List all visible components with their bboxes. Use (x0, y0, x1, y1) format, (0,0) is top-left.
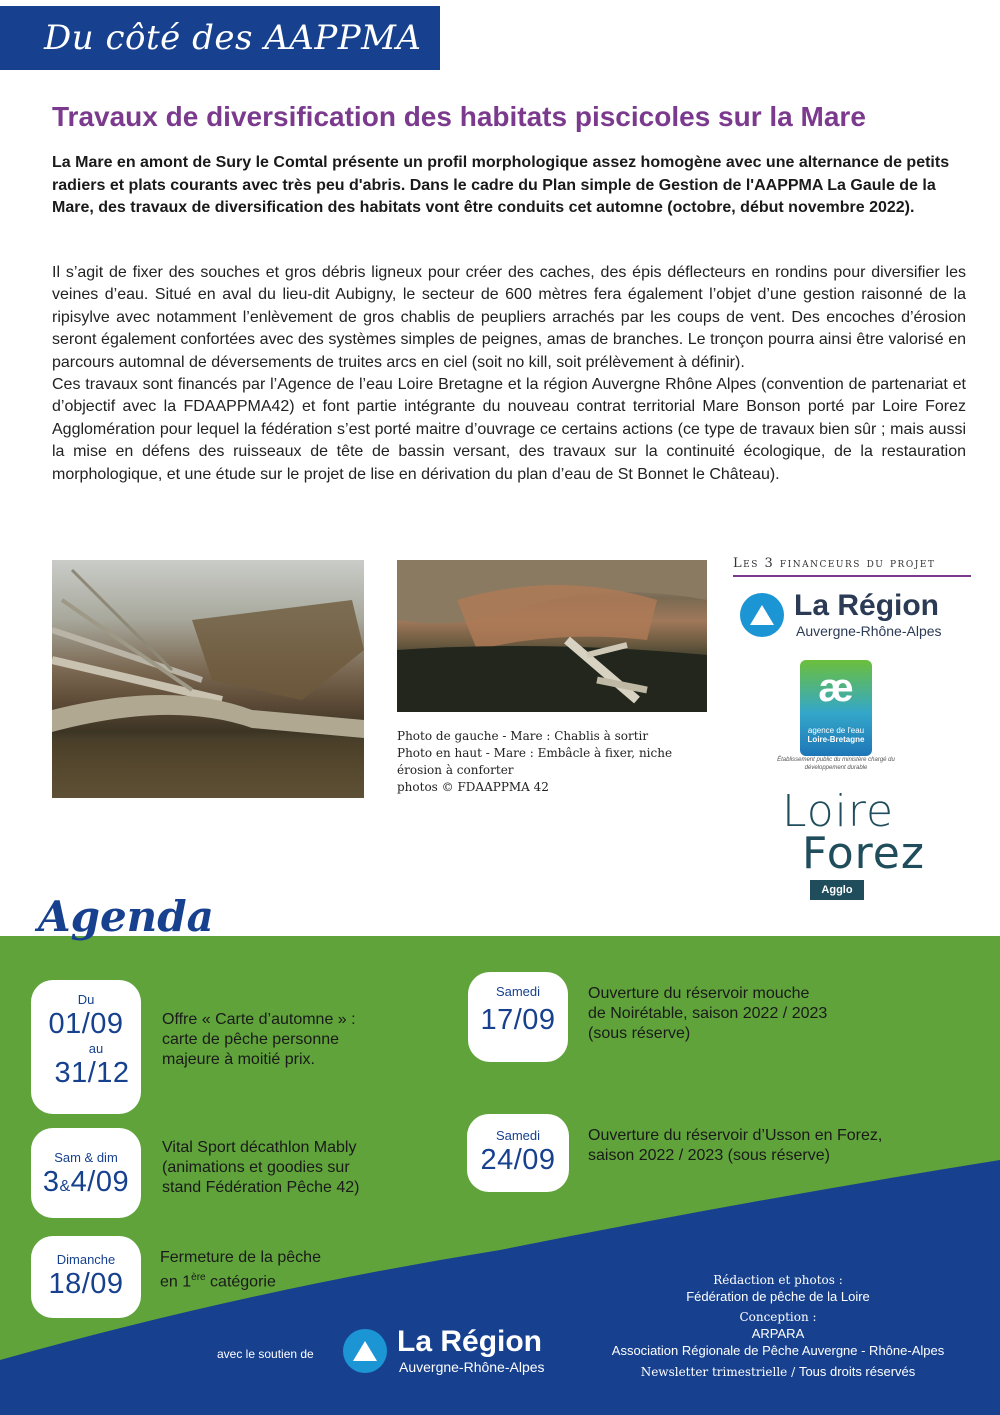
caption-line-1: Photo de gauche - Mare : Chablis à sortir (397, 729, 649, 743)
event-line: Offre « Carte d’automne » : (162, 1011, 356, 1028)
photo-fallen-trees (52, 560, 364, 798)
date-prefix: Samedi (495, 984, 541, 999)
event-line-pre: en 1 (160, 1273, 192, 1291)
event-line: Vital Sport décathlon Mably (162, 1139, 357, 1156)
date-card-fermeture (31, 1236, 141, 1318)
region-logo-footer (343, 1326, 545, 1376)
event-line: (sous réserve) (588, 1025, 691, 1042)
conception-label: Conception : (739, 1310, 817, 1324)
agence-eau-logo (800, 660, 872, 760)
date-value: 24/09 (480, 1144, 556, 1176)
agence-line-2: Loire-Bretagne (807, 735, 865, 744)
date-prefix: Sam & dim (54, 1150, 118, 1165)
redaction-label: Rédaction et photos : (713, 1273, 843, 1287)
region-logo-sub: Auvergne-Rhône-Alpes (796, 623, 942, 639)
newsletter-line (598, 1363, 958, 1381)
event-text-fermeture (160, 1248, 400, 1292)
region-logo (740, 590, 942, 640)
date-card-usson (467, 1114, 569, 1192)
date-prefix: Samedi (495, 1128, 541, 1143)
event-line: stand Fédération Pêche 42) (162, 1179, 360, 1196)
date-prefix: Dimanche (56, 1252, 116, 1267)
date-value (31, 1165, 141, 1204)
event-line: Fermeture de la pêche (160, 1249, 321, 1266)
date-prefix: Du (77, 992, 95, 1007)
section-title: Du côté des AAPPMA (44, 18, 422, 58)
date-start: 01/09 (48, 1008, 124, 1040)
funders-title: Les 3 financeurs du projet (733, 556, 971, 577)
conception-value-1: ARPARA (751, 1326, 805, 1341)
caption-line-2: Photo en haut - Mare : Embâcle à fixer, niche érosion à conforter (397, 746, 673, 777)
event-line: saison 2022 / 2023 (sous réserve) (588, 1147, 830, 1164)
rights-label: Tous droits réservés (798, 1364, 916, 1379)
event-line (160, 1268, 400, 1292)
loire-forez-line-1: Loire (782, 786, 895, 837)
loire-forez-logo (782, 786, 942, 902)
caption-credit: photos © FDAAPPMA 42 (397, 780, 549, 794)
section-banner (0, 6, 440, 70)
event-line: Ouverture du réservoir mouche (588, 985, 810, 1002)
region-logo-sub: Auvergne-Rhône-Alpes (399, 1359, 545, 1375)
credits (598, 1272, 958, 1381)
event-line: majeure à moitié prix. (162, 1051, 315, 1068)
event-text-vital-sport (162, 1138, 422, 1198)
agence-line-1: agence de l'eau (807, 726, 865, 735)
date-day-a: 3 (42, 1166, 60, 1198)
agence-ae-icon: æ (818, 666, 854, 710)
conception-value-2: Association Régionale de Pêche Auvergne - Rhône-Alpes (611, 1343, 945, 1358)
date-card-vital-sport (31, 1128, 141, 1218)
event-text-usson (588, 1126, 928, 1166)
newsletter-label: Newsletter trimestrielle / (640, 1365, 799, 1379)
date-value: 17/09 (480, 1004, 556, 1036)
loire-forez-line-2: Forez (802, 828, 925, 879)
agenda-title: Agenda (38, 892, 214, 941)
redaction-value: Fédération de pêche de la Loire (686, 1289, 870, 1304)
event-line-post: catégorie (205, 1273, 276, 1291)
event-text-noiretable (588, 984, 888, 1044)
region-logo-name: La Région (397, 1325, 543, 1358)
event-line: (animations et goodies sur (162, 1159, 350, 1176)
date-card-noiretable (468, 972, 568, 1062)
region-mountain-icon (343, 1329, 387, 1373)
article-body (52, 262, 966, 486)
date-value: 18/09 (48, 1268, 124, 1300)
agence-note: Établissement public du ministère chargé du développement durable (777, 757, 895, 771)
event-line: carte de pêche personne (162, 1031, 340, 1048)
article-title: Travaux de diversification des habitats piscicoles sur la Mare (52, 101, 866, 132)
loire-forez-agglo: Agglo (810, 880, 864, 900)
region-logo-name: La Région (794, 589, 940, 622)
article-intro: La Mare en amont de Sury le Comtal présente un profil morphologique assez homogène avec une alternance de petits radiers et plats courants avec très peu d'abris. Dans le cadre du Plan simple de Gestion de l'AAPPMA La Gaule de la Mare, des travaux de diversification des habitats vont être conduits cet automne (octobre, début novembre 2022). (52, 154, 950, 216)
event-line: Ouverture du réservoir d’Usson en Forez, (588, 1127, 883, 1144)
event-text-carte-automne (162, 1010, 412, 1070)
event-line-sup: ère (191, 1272, 206, 1283)
photo-caption (397, 728, 707, 796)
date-end: 31/12 (54, 1057, 130, 1089)
region-mountain-icon (740, 593, 784, 637)
article-paragraph-1: Il s’agit de fixer des souches et gros débris ligneux pour créer des caches, des épis déflecteurs en rondins pour diversifier les veines d’eau. Situé en aval du lieu-dit Aubigny, le secteur de 600 mètres fera également l’objet d’une gestion raisonné de la ripisylve avec notamment l’enlèvement de gros chablis de peupliers arrachés par les coups de vent. Des encoches d’érosion seront également confortées avec des systèmes simples de peignes, amas de branches. Le tronçon pourra ainsi être valorisé en parcours automnal de déversements de truites arcs en ciel (soit no kill, soit prélèvement à définir). (52, 264, 966, 371)
soutien-label: avec le soutien de (217, 1347, 314, 1361)
date-day-b: 4/09 (70, 1166, 130, 1198)
photo-logjam (397, 560, 707, 712)
event-line: de Noirétable, saison 2022 / 2023 (588, 1005, 828, 1022)
date-card-carte-automne (31, 980, 141, 1114)
date-amp: & (59, 1178, 71, 1195)
article-paragraph-2: Ces travaux sont financés par l’Agence de l’eau Loire Bretagne et la région Auvergne Rhône Alpes (convention de partenariat et d’objectif avec la FDAAPPMA42) et font partie intégrante du nouveau contrat territorial Mare Bonson porté par Loire Forez Agglomération pour lequel la fédération s’est porté maitre d’ouvrage ce certains actions (ce type de travaux bien sûr ; mais aussi la mise en défens des ruisseaux de tête de bassin versant, des travaux sur la continuité écologique, de la restauration morphologique, et une étude sur le projet de lise en dérivation du plan d’eau de St Bonnet le Château). (52, 376, 966, 483)
date-mid: au (88, 1041, 104, 1056)
